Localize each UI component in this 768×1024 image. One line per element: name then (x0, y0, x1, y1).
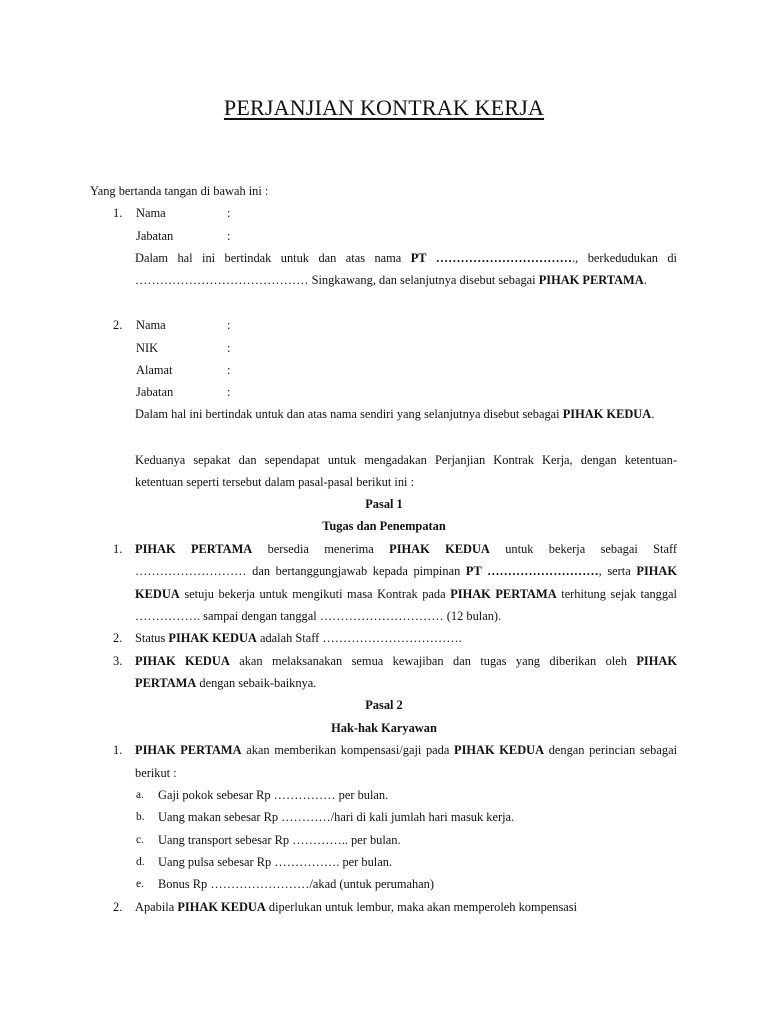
pasal1-item-number: 3. (113, 654, 123, 668)
pasal1-item-number: 1. (113, 542, 123, 556)
party2-number: 2. (113, 318, 123, 332)
party2-field-colon: : (227, 318, 231, 332)
party2-field-colon: : (227, 385, 231, 399)
party2-field-label: Nama (136, 318, 166, 332)
sub-item-text: Uang pulsa sebesar Rp ……………. per bulan. (158, 855, 393, 869)
pasal1-item1-line: KEDUA setuju bekerja untuk mengikuti masa Kontrak pada PIHAK PERTAMA terhitung sejak tanggal (135, 587, 677, 601)
sub-item-letter: b. (136, 811, 145, 823)
party2-field-label: Jabatan (136, 385, 174, 399)
agreement-line: Keduanya sepakat dan sependapat untuk mengadakan Perjanjian Kontrak Kerja, dengan ketentuan- (135, 453, 677, 467)
party1-field-label: Nama (136, 206, 166, 220)
party2-clause-line: Dalam hal ini bertindak untuk dan atas nama sendiri yang selanjutnya disebut sebagai PIHAK KEDUA. (135, 407, 655, 421)
party2-field-colon: : (227, 363, 231, 377)
sub-item-letter: e. (136, 878, 144, 890)
party1-field-label: Jabatan (136, 229, 174, 243)
sub-item-letter: c. (136, 834, 144, 846)
pasal1-item1-line: ……………………… dan bertanggungjawab kepada pimpinan PT ………………………, serta PIHAK (135, 564, 677, 578)
party2-field-colon: : (227, 341, 231, 355)
pasal2-item1-line: PIHAK PERTAMA akan memberikan kompensasi/gaji pada PIHAK KEDUA dengan perincian sebagai (135, 743, 677, 757)
party1-field-colon: : (227, 229, 231, 243)
pasal1-item1-line: PIHAK PERTAMA bersedia menerima PIHAK KEDUA untuk bekerja sebagai Staff (135, 542, 677, 556)
pasal1-item1-line: ……………. sampai dengan tanggal ………………………… (12 bulan). (135, 609, 502, 623)
sub-item-text: Uang transport sebesar Rp ………….. per bulan. (158, 833, 401, 847)
pasal1-heading: Pasal 1 (365, 497, 403, 511)
party1-clause-line: Dalam hal ini bertindak untuk dan atas nama PT ……………………………., berkedudukan di (135, 251, 677, 265)
sub-item-text: Uang makan sebesar Rp …………/hari di kali jumlah hari masuk kerja. (158, 810, 515, 824)
pasal2-item-number: 1. (113, 743, 123, 757)
pasal1-item-number: 2. (113, 631, 123, 645)
pasal1-item2-line: Status PIHAK KEDUA adalah Staff ……………………………. (135, 631, 462, 645)
pasal2-item-number: 2. (113, 900, 123, 914)
sub-item-letter: a. (136, 789, 144, 801)
pasal2-heading: Pasal 2 (365, 698, 403, 712)
pasal1-item3-line: PERTAMA dengan sebaik-baiknya. (135, 676, 317, 690)
pasal1-subheading: Tugas dan Penempatan (322, 519, 446, 533)
party1-field-colon: : (227, 206, 231, 220)
party2-field-label: NIK (136, 341, 159, 355)
pasal2-item1-line: berikut : (135, 766, 177, 780)
sub-item-text: Gaji pokok sebesar Rp …………… per bulan. (158, 788, 389, 802)
pasal2-item2-line: Apabila PIHAK KEDUA diperlukan untuk lembur, maka akan memperoleh kompensasi (135, 900, 578, 914)
document-title: PERJANJIAN KONTRAK KERJA (223, 95, 545, 120)
party1-number: 1. (113, 206, 123, 220)
party1-clause-line: …………………………………… Singkawang, dan selanjutnya disebut sebagai PIHAK PERTAMA. (135, 273, 647, 287)
sub-item-letter: d. (136, 856, 145, 868)
pasal2-subheading: Hak-hak Karyawan (331, 721, 437, 735)
pasal1-item3-line: PIHAK KEDUA akan melaksanakan semua kewajiban dan tugas yang diberikan oleh PIHAK (135, 654, 677, 668)
sub-item-text: Bonus Rp ……………………/akad (untuk perumahan) (158, 877, 435, 891)
party2-field-label: Alamat (136, 363, 173, 377)
intro-text: Yang bertanda tangan di bawah ini : (90, 184, 269, 198)
agreement-line: ketentuan seperti tersebut dalam pasal-pasal berikut ini : (135, 475, 415, 489)
